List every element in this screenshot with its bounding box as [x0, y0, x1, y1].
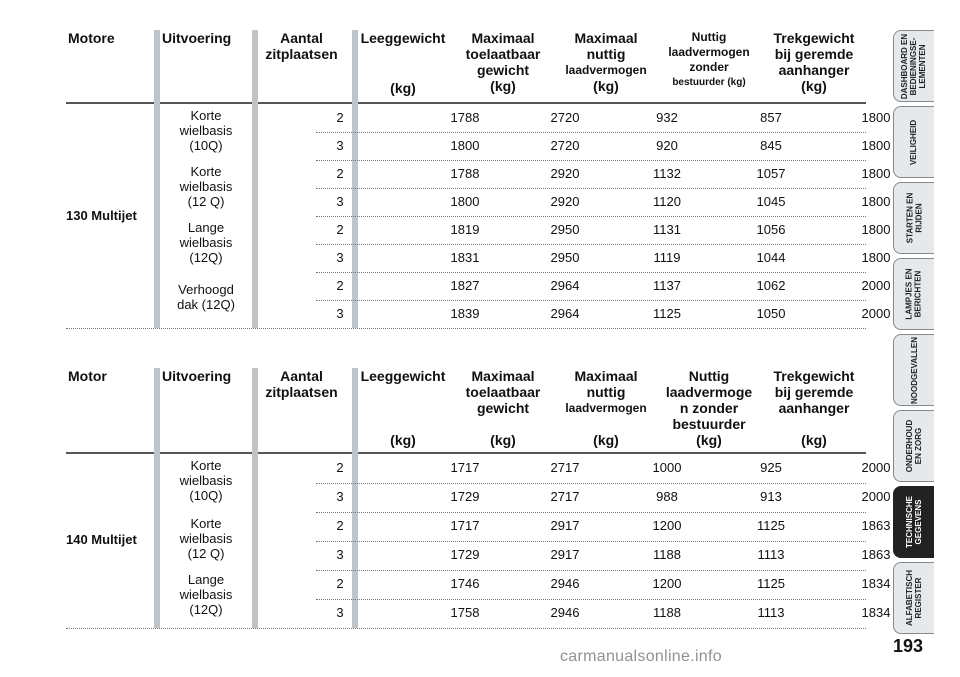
variant-cell: Korte wielbasis (12 Q)	[179, 164, 233, 209]
header-uitvoering: Uitvoering	[162, 368, 232, 384]
table-cell: 2950	[550, 222, 580, 237]
table-cell: 1800	[861, 110, 891, 125]
column-bar	[252, 30, 258, 328]
table-cell: 2717	[550, 489, 580, 504]
table-row	[316, 104, 891, 132]
table-cell: 1800	[861, 166, 891, 181]
table-cell: 1056	[756, 222, 786, 237]
chapter-tab[interactable]	[893, 182, 934, 254]
table-cell: 3	[336, 138, 344, 153]
table-cell: 2	[336, 518, 344, 533]
table-cell: 1729	[450, 489, 480, 504]
table-cell: 1200	[652, 576, 682, 591]
row-divider	[316, 244, 866, 245]
table-cell: 2000	[861, 489, 891, 504]
table-cell: 1819	[450, 222, 480, 237]
table-header	[66, 368, 866, 450]
header-zitplaatsen: Aantal zitplaatsen	[265, 368, 338, 400]
table-cell: 2	[336, 460, 344, 475]
table-cell: 2000	[861, 306, 891, 321]
table-cell: 1800	[450, 194, 480, 209]
table-cell: 1863	[861, 547, 891, 562]
table-cell: 1132	[653, 166, 681, 181]
header-nuttig-zonder: Nuttig laadvermogen zonder bestuurder (kg)	[668, 30, 750, 88]
table-row	[316, 541, 891, 569]
row-divider	[316, 272, 866, 273]
table-cell: 1717	[450, 518, 480, 533]
table-cell: 3	[336, 250, 344, 265]
table-cell: 2	[336, 576, 344, 591]
table-cell: 2	[336, 222, 344, 237]
table-cell: 3	[336, 306, 344, 321]
table-cell: 2720	[550, 110, 580, 125]
row-divider	[316, 132, 866, 133]
chapter-tab[interactable]	[893, 486, 934, 558]
chapter-tab-label: DASHBOARD EN BEDIENINGSE- LEMENTEN	[900, 33, 928, 99]
table-row	[316, 216, 891, 244]
row-divider	[316, 160, 866, 161]
table-cell: 1113	[757, 605, 785, 620]
table-cell: 1188	[653, 547, 681, 562]
spec-table-140-multijet	[66, 368, 891, 620]
chapter-tab[interactable]	[893, 30, 934, 102]
variant-cell: Lange wielbasis (12Q)	[179, 220, 233, 265]
table-cell: 925	[760, 460, 782, 475]
table-cell: 1050	[756, 306, 786, 321]
header-max-nuttig: Maximaal nuttig laadvermogen (kg)	[565, 368, 647, 448]
header-trekgewicht: Trekgewicht bij geremde aanhanger (kg)	[773, 368, 855, 448]
variant-cell: Korte wielbasis (10Q)	[179, 458, 233, 503]
table-cell: 1839	[450, 306, 480, 321]
table-cell: 1125	[757, 576, 785, 591]
table-row	[316, 300, 891, 328]
spec-table-130-multijet	[66, 30, 891, 321]
table-row	[316, 132, 891, 160]
chapter-tab[interactable]	[893, 106, 934, 178]
table-bottom-rule	[66, 328, 866, 329]
header-max-toelaatbaar: Maximaal toelaatbaar gewicht (kg)	[465, 30, 541, 94]
table-cell: 2917	[550, 547, 580, 562]
table-body	[66, 104, 891, 328]
table-row	[316, 454, 891, 482]
table-cell: 1044	[756, 250, 786, 265]
header-leeggewicht: Leeggewicht (kg)	[360, 30, 446, 96]
variant-cell: Lange wielbasis (12Q)	[179, 572, 233, 617]
chapter-tab-label: LAMPJES EN BERICHTEN	[905, 268, 923, 320]
column-bar	[154, 368, 160, 628]
row-divider	[316, 570, 866, 571]
variant-cell: Korte wielbasis (12 Q)	[179, 516, 233, 561]
table-cell: 2000	[861, 460, 891, 475]
table-cell: 2	[336, 166, 344, 181]
table-row	[316, 272, 891, 300]
table-cell: 2946	[550, 576, 580, 591]
table-cell: 3	[336, 605, 344, 620]
chapter-tab[interactable]	[893, 562, 934, 634]
table-cell: 1045	[756, 194, 786, 209]
table-cell: 1125	[757, 518, 785, 533]
table-cell: 857	[760, 110, 782, 125]
table-cell: 1113	[757, 547, 785, 562]
header-leeggewicht: Leeggewicht (kg)	[360, 368, 446, 448]
table-body	[66, 454, 891, 628]
chapter-tab[interactable]	[893, 258, 934, 330]
chapter-tab-label: ONDERHOUD EN ZORG	[905, 419, 924, 473]
row-divider	[316, 599, 866, 600]
table-cell: 1800	[861, 138, 891, 153]
table-cell: 1788	[450, 166, 480, 181]
table-row	[316, 160, 891, 188]
column-bar	[252, 368, 258, 628]
table-cell: 2717	[550, 460, 580, 475]
header-uitvoering: Uitvoering	[162, 30, 232, 46]
table-cell: 1131	[653, 222, 681, 237]
header-zitplaatsen: Aantal zitplaatsen	[265, 30, 338, 62]
variant-cell: Verhoogd dak (12Q)	[177, 282, 235, 312]
chapter-tab-label: NOODGEVALLEN	[909, 336, 919, 404]
table-cell: 2917	[550, 518, 580, 533]
table-row	[316, 188, 891, 216]
table-cell: 1827	[450, 278, 480, 293]
table-cell: 1057	[756, 166, 786, 181]
table-cell: 1758	[450, 605, 480, 620]
table-row	[316, 599, 891, 627]
table-cell: 1788	[450, 110, 480, 125]
table-cell: 1834	[861, 576, 891, 591]
column-bar	[154, 30, 160, 328]
table-cell: 2964	[550, 278, 580, 293]
table-cell: 1800	[861, 194, 891, 209]
table-cell: 1188	[653, 605, 681, 620]
row-divider	[316, 300, 866, 301]
table-cell: 1717	[450, 460, 480, 475]
table-cell: 2920	[550, 166, 580, 181]
table-cell: 2920	[550, 194, 580, 209]
table-cell: 920	[656, 138, 678, 153]
table-row	[316, 570, 891, 598]
table-cell: 1800	[450, 138, 480, 153]
table-cell: 1137	[653, 278, 681, 293]
header-trekgewicht: Trekgewicht bij geremde aanhanger (kg)	[773, 30, 855, 94]
chapter-tab-label: ALFABETISCH REGISTER	[905, 570, 923, 626]
table-cell: 1729	[450, 547, 480, 562]
table-cell: 2950	[550, 250, 580, 265]
table-row	[316, 244, 891, 272]
table-cell: 932	[656, 110, 678, 125]
page-number: 193	[893, 636, 924, 656]
model-name: 140 Multijet	[66, 532, 137, 547]
table-cell: 1125	[653, 306, 681, 321]
table-cell: 1062	[756, 278, 786, 293]
chapter-tab-label: STARTEN EN RIJDEN	[905, 192, 923, 244]
table-cell: 1831	[450, 250, 480, 265]
table-cell: 845	[760, 138, 782, 153]
table-cell: 3	[336, 489, 344, 504]
table-cell: 1800	[861, 222, 891, 237]
row-divider	[316, 216, 866, 217]
header-motor: Motor	[68, 368, 107, 384]
table-header	[66, 30, 866, 102]
chapter-tab[interactable]	[893, 410, 934, 482]
table-cell: 1800	[861, 250, 891, 265]
table-cell: 1120	[653, 194, 681, 209]
table-cell: 1119	[653, 250, 681, 265]
header-motor: Motore	[68, 30, 115, 46]
row-divider	[316, 188, 866, 189]
table-cell: 1863	[861, 518, 891, 533]
table-cell: 1834	[861, 605, 891, 620]
table-cell: 2	[336, 110, 344, 125]
table-cell: 2720	[550, 138, 580, 153]
table-cell: 1000	[652, 460, 682, 475]
table-cell: 2946	[550, 605, 580, 620]
header-max-toelaatbaar: Maximaal toelaatbaar gewicht (kg)	[465, 368, 541, 448]
watermark: carmanualsonline.info	[560, 648, 722, 665]
header-max-nuttig: Maximaal nuttig laadvermogen (kg)	[565, 30, 647, 94]
table-cell: 913	[760, 489, 782, 504]
table-cell: 2964	[550, 306, 580, 321]
variant-cell: Korte wielbasis (10Q)	[179, 108, 233, 153]
table-cell: 3	[336, 194, 344, 209]
table-row	[316, 483, 891, 511]
row-divider	[316, 483, 866, 484]
model-name: 130 Multijet	[66, 208, 137, 223]
chapter-tab-label: VEILIGHEID	[909, 119, 919, 165]
row-divider	[316, 512, 866, 513]
table-cell: 1200	[652, 518, 682, 533]
header-nuttig-zonder: Nuttig laadvermoge n zonder bestuurder (kg)	[665, 368, 753, 448]
table-cell: 988	[656, 489, 678, 504]
table-cell: 2000	[861, 278, 891, 293]
chapter-tab[interactable]	[893, 334, 934, 406]
table-cell: 3	[336, 547, 344, 562]
table-cell: 2	[336, 278, 344, 293]
row-divider	[316, 541, 866, 542]
table-bottom-rule	[66, 628, 866, 629]
table-cell: 1746	[450, 576, 480, 591]
chapter-tab-label: TECHNISCHE GEGEVENS	[905, 495, 924, 549]
table-row	[316, 512, 891, 540]
